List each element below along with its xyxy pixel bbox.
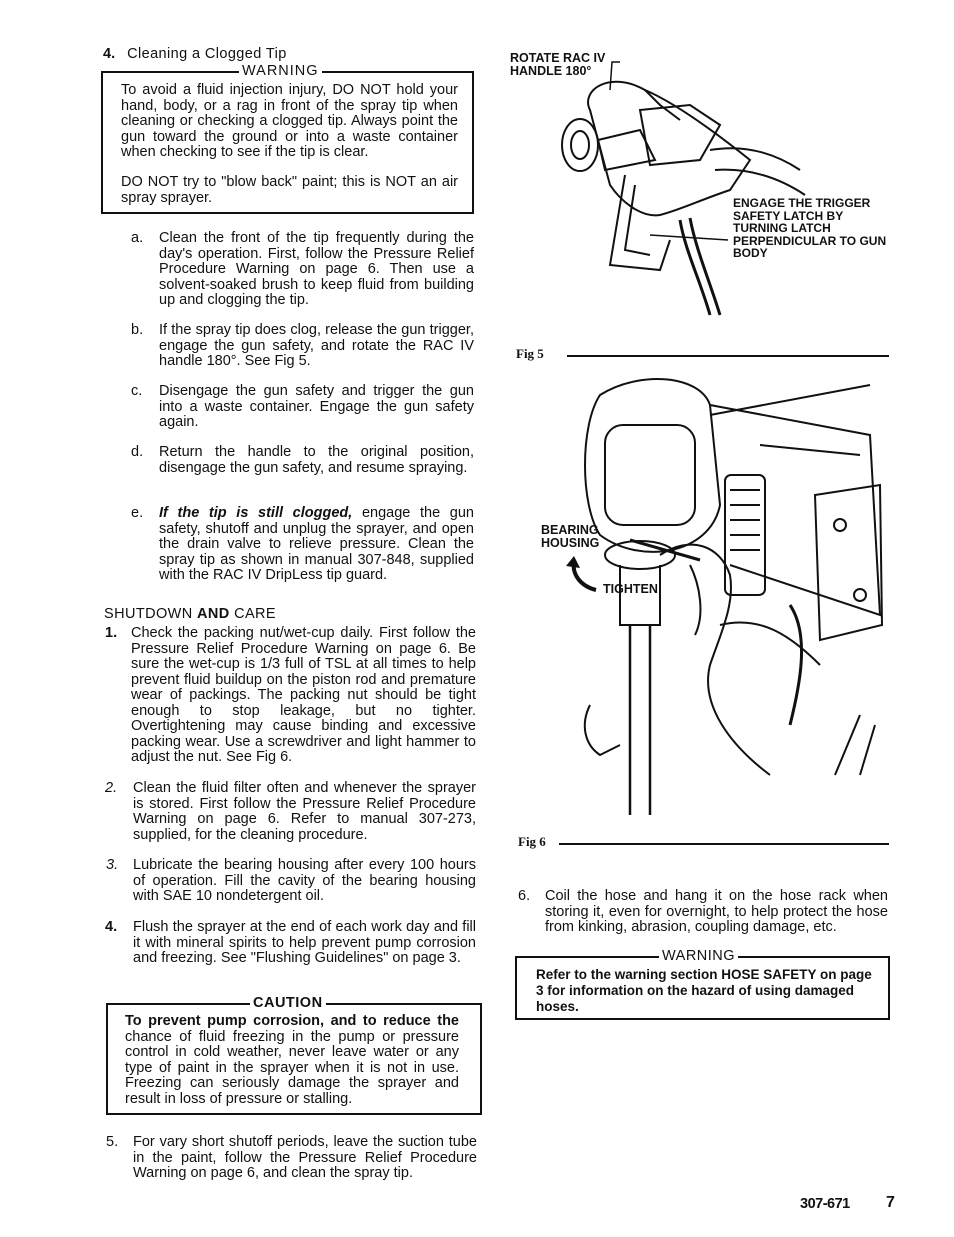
step-b-text: If the spray tip does clog, release the gun trigger, engage the gun safety, and rotate the RAC IV handle 180°. See Fig 5. — [159, 322, 474, 369]
caution-body: chance of fluid freezing in the pump or pressure control in cold weather, never leave water or any type of paint in the sprayer when it is not in use. Freezing can seriously damage the sprayer and result in loss of pressure or stalling. — [125, 1028, 459, 1107]
caution-lead: To prevent pump corrosion, and to reduce the — [125, 1013, 459, 1029]
warning-box — [101, 63, 474, 214]
shutdown-heading-and: AND — [197, 606, 230, 622]
fig6-caption: Fig 6 — [518, 834, 546, 849]
item-1-number: 1. — [105, 625, 118, 641]
fig6-rule — [559, 843, 889, 845]
caution-text — [125, 1014, 459, 1107]
step-a-text: Clean the front of the tip frequently during the day's operation. First, follow the Pressure Relief Procedure Warning on page 6. Then use a solvent-soaked brush to keep fluid from building up and clogging the tip. — [159, 230, 474, 308]
item-3-text: Lubricate the bearing housing after every 100 hours of operation. Fill the cavity of the bearing housing with SAE 10 nondetergent oil. — [133, 857, 476, 904]
hose-warning-title: WARNING — [659, 948, 738, 964]
item-4-text: Flush the sprayer at the end of each work day and fill it with mineral spirits to help prevent pump corrosion and freezing. See "Flushing Guidelines" on page 3. — [133, 919, 476, 966]
step-a-letter: a. — [131, 230, 144, 246]
tighten-arrow-icon — [566, 556, 606, 596]
fig5-illustration — [550, 50, 890, 320]
step-c-letter: c. — [131, 383, 143, 399]
fig5-label-engage: ENGAGE THE TRIGGER SAFETY LATCH BY TURNING LATCH PERPENDICULAR TO GUN BODY — [733, 196, 887, 260]
warning-title: WARNING — [239, 63, 322, 79]
shutdown-heading — [104, 607, 276, 623]
fig5-rule — [567, 355, 889, 357]
item-6-text: Coil the hose and hang it on the hose rack when storing it, even for overnight, to help protect the hose from kinking, abrasion, coupling damage, etc. — [545, 888, 888, 935]
warning-text-1: To avoid a fluid injection injury, DO NOT hold your hand, body, or a rag in front of the spray tip when cleaning or checking a clogged tip. Always point the gun toward the ground or into a waste container when checking to see if the tip is clear. — [121, 82, 458, 160]
shutdown-heading-post: CARE — [229, 606, 276, 622]
item-2-number: 2. — [105, 780, 118, 796]
step-d-text: Return the handle to the original position, disengage the gun safety, and resume spraying. — [159, 444, 474, 476]
fig6-label-bearing: BEARING HOUSING — [541, 523, 600, 550]
fig5-caption: Fig 5 — [516, 346, 544, 361]
warning-text-2: DO NOT try to "blow back" paint; this is NOT an air spray sprayer. — [121, 174, 458, 206]
item-5-number: 5. — [106, 1134, 119, 1150]
hose-warning-box — [515, 948, 890, 1020]
item-1-text: Check the packing nut/wet-cup daily. First follow the Pressure Relief Procedure Warning on page 6. Be sure the wet-cup is 1/3 full of TSL at all times to help prevent fluid buildup on the piston rod and premature wear of packings. The packing nut should be tight enough to stop leakage, but no tighter. Overtightening may cause binding and excessive packing wear. Use a screwdriver and light hammer to adjust the nut. See Fig 6. — [131, 625, 476, 765]
hose-warning-text: Refer to the warning section HOSE SAFETY on page 3 for information on the hazard of using damaged hoses. — [536, 967, 872, 1014]
page-number: 7 — [886, 1194, 895, 1211]
section-title: Cleaning a Clogged Tip — [127, 46, 287, 62]
fig5-label-rotate: ROTATE RAC IV HANDLE 180° — [510, 51, 606, 78]
caution-title: CAUTION — [250, 995, 326, 1011]
doc-number: 307-671 — [800, 1196, 850, 1212]
caution-box — [106, 995, 482, 1115]
section-number: 4. — [103, 46, 116, 62]
fig6-label-tighten: TIGHTEN — [603, 582, 658, 596]
step-d-letter: d. — [131, 444, 144, 460]
step-e-lead: If the tip is still clogged, — [159, 505, 353, 521]
item-4-number: 4. — [105, 919, 118, 935]
shutdown-heading-pre: SHUTDOWN — [104, 606, 198, 622]
step-e-text: engage the gun safety, shutoff and unplug the sprayer, and open the drain valve to relieve pressure. Clean the spray tip as shown in manual 307-848, supplied with the RAC IV DripLess tip guard. — [159, 505, 474, 583]
step-e-paragraph — [159, 506, 474, 584]
step-e-letter: e. — [131, 505, 144, 521]
step-c-text: Disengage the gun safety and trigger the gun into a waste container. Engage the gun safety again. — [159, 383, 474, 430]
item-3-number: 3. — [106, 857, 119, 873]
section-heading — [103, 47, 287, 63]
item-5-text: For vary short shutoff periods, leave the suction tube in the paint, follow the Pressure Relief Procedure Warning on page 6, and clean the spray tip. — [133, 1134, 477, 1181]
step-b-letter: b. — [131, 322, 144, 338]
item-2-text: Clean the fluid filter often and whenever the sprayer is stored. First follow the Pressure Relief Procedure Warning on page 6. Refer to manual 307-273, supplied, for the cleaning procedure. — [133, 780, 476, 843]
item-6-number: 6. — [518, 888, 531, 904]
